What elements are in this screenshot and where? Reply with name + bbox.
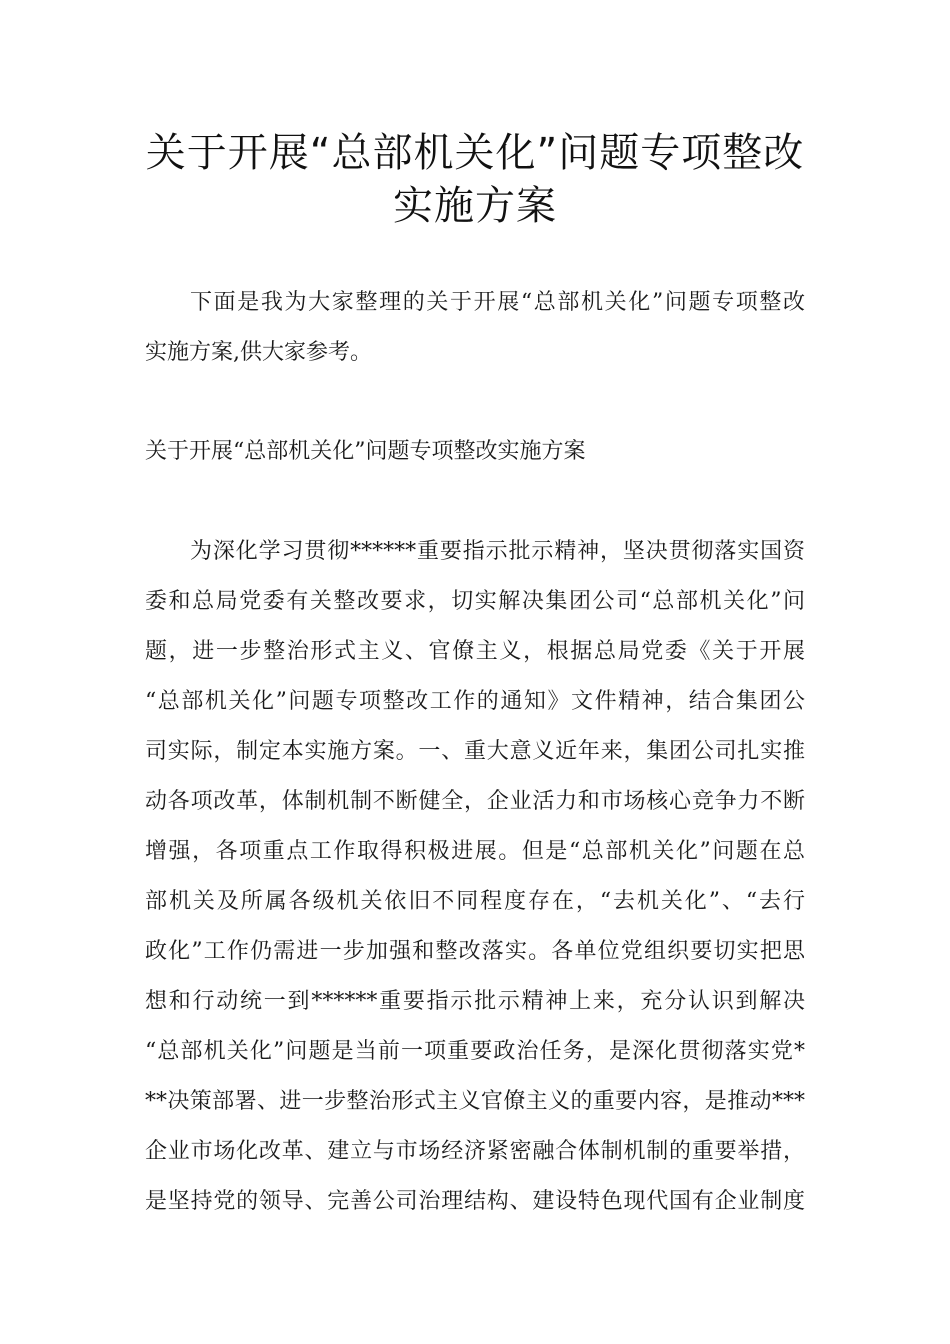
body-line-6: 动各项改革，体制机制不断健全，企业活力和市场核心竞争力不断 bbox=[145, 789, 805, 814]
body-line-5: 司实际，制定本实施方案。一、重大意义近年来，集团公司扎实推 bbox=[145, 739, 805, 764]
body-line-14: 是坚持党的领导、完善公司治理结构、建设特色现代国有企业制度 bbox=[145, 1189, 805, 1214]
body-line-10: 想和行动统一到******重要指示批示精神上来，充分认识到解决 bbox=[145, 989, 805, 1014]
body-line-3: 题，进一步整治形式主义、官僚主义，根据总局党委《关于开展 bbox=[145, 639, 805, 664]
body-line-4: “总部机关化”问题专项整改工作的通知》文件精神，结合集团公 bbox=[145, 689, 805, 714]
body-line-12: **决策部署、进一步整治形式主义官僚主义的重要内容，是推动*** bbox=[145, 1089, 805, 1114]
body-line-2: 委和总局党委有关整改要求，切实解决集团公司“总部机关化”问 bbox=[145, 589, 805, 614]
intro-line-1: 下面是我为大家整理的关于开展“总部机关化”问题专项整改 bbox=[190, 290, 805, 315]
document-title-line-2: 实施方案 bbox=[393, 183, 557, 229]
body-line-11: “总部机关化”问题是当前一项重要政治任务，是深化贯彻落实党* bbox=[145, 1039, 805, 1064]
body-line-8: 部机关及所属各级机关依旧不同程度存在，“去机关化”、“去行 bbox=[145, 889, 805, 914]
body-line-7: 增强，各项重点工作取得积极进展。但是“总部机关化”问题在总 bbox=[145, 839, 805, 864]
intro-line-2: 实施方案,供大家参考。 bbox=[145, 340, 372, 365]
body-line-9: 政化”工作仍需进一步加强和整改落实。各单位党组织要切实把思 bbox=[145, 939, 805, 964]
document-title-line-1: 关于开展“总部机关化”问题专项整改 bbox=[145, 130, 805, 176]
body-line-13: 企业市场化改革、建立与市场经济紧密融合体制机制的重要举措， bbox=[145, 1139, 805, 1164]
body-line-1: 为深化学习贯彻******重要指示批示精神，坚决贯彻落实国资 bbox=[190, 539, 805, 564]
section-subtitle: 关于开展“总部机关化”问题专项整改实施方案 bbox=[145, 439, 586, 464]
